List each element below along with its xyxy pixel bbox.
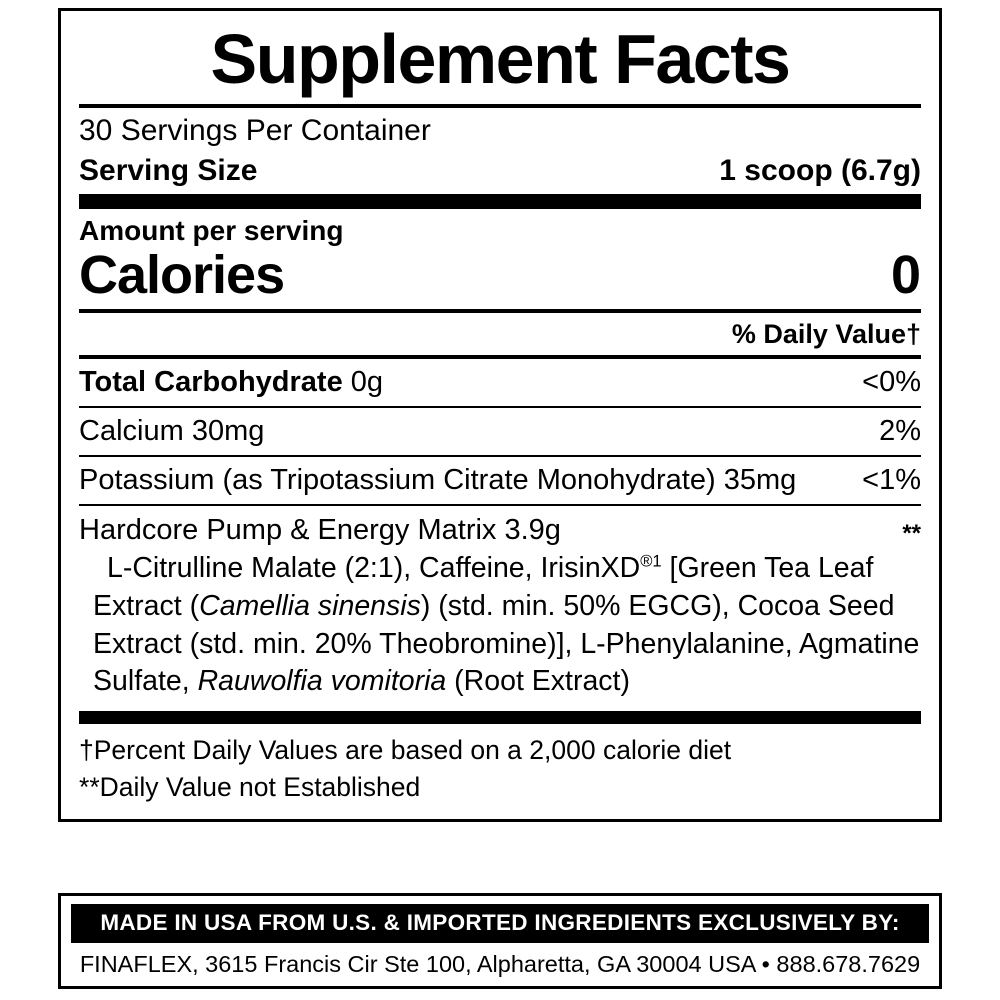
serving-size-row <box>79 152 921 194</box>
servings-per-container: 30 Servings Per Container <box>79 113 431 147</box>
nutrient-name: Calcium 30mg <box>79 415 265 448</box>
supplement-facts-panel <box>58 8 942 822</box>
serving-size-divider <box>79 194 921 209</box>
nutrient-name: Total Carbohydrate 0g <box>79 366 384 399</box>
blend-row <box>79 506 921 548</box>
nutrient-percent: <0% <box>862 366 921 399</box>
blend-divider <box>79 711 921 724</box>
footnotes <box>79 724 921 809</box>
calories-value: 0 <box>890 244 921 305</box>
company-address: FINAFLEX, 3615 Francis Cir Ste 100, Alpharetta, GA 30004 USA • 888.678.7629 <box>79 951 921 977</box>
blend-percent: ** <box>902 520 921 548</box>
calories-row <box>79 244 921 310</box>
nutrient-name: Potassium (as Tripotassium Citrate Monohydrate) 35mg <box>79 464 797 497</box>
made-in-usa-block <box>58 893 942 989</box>
nutrient-row <box>79 359 921 406</box>
blend-name: Hardcore Pump & Energy Matrix 3.9g <box>79 514 561 547</box>
nutrient-row <box>79 408 921 455</box>
footnote-daily-values: †Percent Daily Values are based on a 2,000 calorie diet <box>79 734 732 765</box>
serving-size-label: Serving Size <box>79 153 258 187</box>
footnote-dv-not-established: **Daily Value not Established <box>79 772 421 803</box>
panel-title: Supplement Facts <box>210 20 790 98</box>
nutrient-percent: <1% <box>862 464 921 497</box>
made-in-usa-banner: MADE IN USA FROM U.S. & IMPORTED INGREDIENTS EXCLUSIVELY BY: <box>71 904 929 943</box>
serving-size-value: 1 scoop (6.7g) <box>719 153 921 187</box>
nutrient-row <box>79 457 921 504</box>
amount-per-serving-label: Amount per serving <box>79 214 344 246</box>
calories-label: Calories <box>79 244 285 305</box>
daily-value-header: % Daily Value† <box>731 319 921 350</box>
nutrient-percent: 2% <box>879 415 921 448</box>
blend-ingredients: L-Citrulline Malate (2:1), Caffeine, IrisinXD$^{®1}$ [Green Tea Leaf Extract (Camellia sinensis) (std. min. 50% EGCG), Cocoa Seed Extract (std. min. 20% Theobromine)], L-Phenylalanine, Agmatine Sulfate, Rauwolfia vomitoria (Root Extract) <box>93 551 920 698</box>
